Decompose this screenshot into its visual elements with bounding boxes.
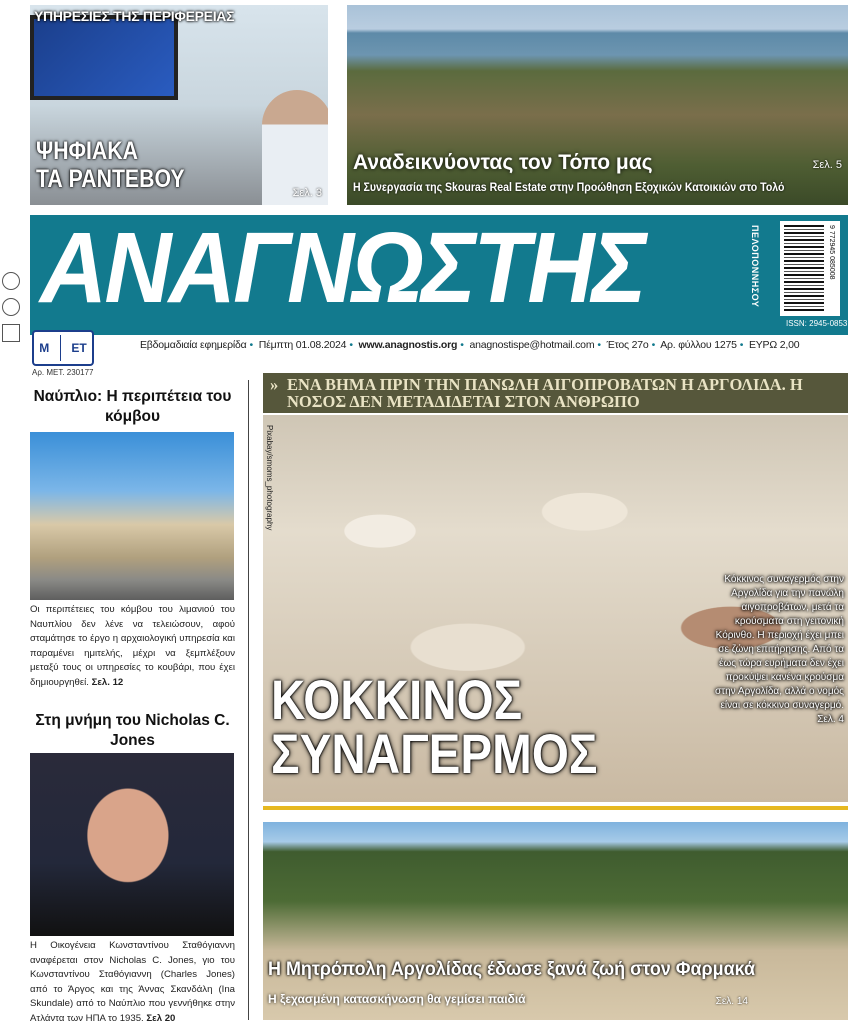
met-logo bbox=[32, 330, 94, 366]
story-subtitle: Η Συνεργασία της Skouras Real Estate στην Προώθηση Εξοχικών Κατοικιών στο Τολό bbox=[353, 180, 785, 194]
page-ref: Σελ. 5 bbox=[812, 159, 842, 171]
side-logo bbox=[2, 272, 20, 290]
story-text-nafplio bbox=[30, 603, 235, 690]
nafplio-roundabout-image bbox=[30, 432, 234, 600]
info-line bbox=[140, 339, 799, 351]
issn: ISSN: 2945-0853 bbox=[786, 319, 848, 328]
separator-dot: • bbox=[249, 339, 253, 351]
story-title: Αναδεικνύοντας τον Τόπο μας bbox=[353, 151, 653, 174]
newspaper-subname: ΠΕΛΟΠΟΝΝΗΣΟΥ bbox=[750, 225, 760, 308]
story-body: Η Οικογένεια Κωνσταντίνου Σταθόγιαννη αναφέρεται στον Nicholas C. Jones, γιο του Κωνσταντίνου Σταθόγιαννη (Charles Jones) από το Άργος και της Άννας Σκανδάλη (Ina Skundale) από το Ναύπλιο που γεννήθηκε στην Ατλάντα των ΗΠΑ το 1935. bbox=[30, 940, 235, 1024]
page-ref: Σελ 20 bbox=[146, 1012, 176, 1024]
page-ref: Σελ. 14 bbox=[715, 996, 748, 1007]
barcode bbox=[780, 221, 840, 316]
page-ref: Σελ. 12 bbox=[91, 676, 124, 688]
story-title bbox=[36, 137, 189, 193]
issue-date: Πέμπτη 01.08.2024 bbox=[258, 339, 347, 351]
presentation-screen-image bbox=[30, 15, 178, 100]
website-link[interactable]: www.anagnostis.org bbox=[358, 339, 458, 351]
column-divider bbox=[248, 380, 249, 1020]
separator-dot: • bbox=[460, 339, 464, 351]
main-story-sheep-image[interactable] bbox=[263, 415, 848, 802]
summary-text: Κόκκινος συναγερμός στην Αργολίδα για την πανώλη αιγοπροβάτων, μετά τα κρούσματα στη γειτονική Κόρινθο. Η περιοχή έχει μπει σε ζώνη επιτήρησης. Από τα έως τώρα ευρήματα δεν έχει προκύψει κανένα κρούσμα στην Αργολίδα, αλλά ο νομός είναι σε κόκκινο συναγερμό. bbox=[715, 574, 844, 711]
story-card-real-estate[interactable] bbox=[347, 5, 848, 205]
main-headline-line2: ΣΥΝΑΓΕΡΜΟΣ bbox=[271, 722, 598, 785]
nicholas-jones-portrait bbox=[30, 753, 234, 936]
side-logo bbox=[2, 298, 20, 316]
publication-type: Εβδομαδιαία εφημερίδα bbox=[140, 339, 247, 351]
met-number: Αρ. ΜΕΤ. 230177 bbox=[32, 368, 94, 377]
email-link[interactable]: anagnostispe@hotmail.com bbox=[469, 339, 595, 351]
separator-dot: • bbox=[349, 339, 353, 351]
story-text-jones bbox=[30, 939, 235, 1026]
story-title-line2: ΤΑ ΡΑΝΤΕΒΟΥ bbox=[36, 165, 185, 193]
accent-rule bbox=[263, 806, 848, 810]
separator-dot: • bbox=[651, 339, 656, 351]
newspaper-name: ΑΝΑΓΝΩΣΤΗΣ bbox=[40, 212, 644, 324]
story-subtitle: Η ξεχασμένη κατασκήνωση θα γεμίσει παιδιά bbox=[268, 992, 526, 1006]
main-headline bbox=[271, 668, 611, 785]
met-logo-divider bbox=[60, 335, 61, 361]
story-title: Η Μητρόπολη Αργολίδας έδωσε ξανά ζωή στον Φαρμακά bbox=[268, 958, 756, 980]
year: Έτος 27ο bbox=[606, 339, 649, 351]
barcode-number: 9 772945 085008 bbox=[828, 225, 835, 280]
masthead bbox=[30, 212, 848, 335]
section-label: ΥΠΗΡΕΣΙΕΣ ΤΗΣ ΠΕΡΙΦΕΡΕΙΑΣ bbox=[34, 8, 235, 24]
met-logo-right: ΕΤ bbox=[71, 341, 87, 355]
story-card-digital-appointments[interactable] bbox=[30, 5, 328, 205]
story-body: Οι περιπέτειες του κόμβου του λιμανιού του Ναυπλίου δεν λένε να τελειώσουν, αφού σταμάτησε το έργο η αρχαιολογική υπηρεσία και παραμένει ημιτελής, μέχρι να ξεμπλέξουν μεταξύ τους οι υπηρεσίες το κουβάρι, που έχει δημιουργηθεί. bbox=[30, 604, 235, 688]
story-title-line1: ΨΗΦΙΑΚΑ bbox=[36, 137, 138, 165]
story-card-farmakas[interactable] bbox=[263, 822, 848, 1020]
met-logo-left: Μ bbox=[39, 341, 50, 355]
main-summary bbox=[712, 573, 844, 727]
page-ref: Σελ. 3 bbox=[292, 187, 322, 199]
barcode-bars bbox=[784, 225, 824, 312]
side-logo bbox=[2, 324, 20, 342]
issue-number: Αρ. φύλλου 1275 bbox=[660, 339, 737, 351]
page-ref: Σελ. 4 bbox=[817, 714, 844, 725]
story-title-nafplio[interactable]: Ναύπλιο: Η περιπέτεια του κόμβου bbox=[33, 388, 232, 425]
double-chevron-right-icon: » bbox=[270, 375, 279, 394]
separator-dot: • bbox=[597, 339, 601, 351]
separator-dot: • bbox=[739, 339, 744, 351]
story-title-jones[interactable]: Στη μνήμη του Nicholas C. Jones bbox=[35, 712, 230, 749]
price: ΕΥΡΩ 2,00 bbox=[748, 339, 800, 351]
main-headline-line1: ΚΟΚΚΙΝΟΣ bbox=[271, 668, 523, 731]
photo-credit: Pixabay/smoms_photography bbox=[265, 425, 274, 531]
side-logos bbox=[2, 272, 24, 352]
kicker-text: ΕΝΑ ΒΗΜΑ ΠΡΙΝ ΤΗΝ ΠΑΝΩΛΗ ΑΙΓΟΠΡΟΒΑΤΩΝ Η ΑΡΓΟΛΙΔΑ. Η ΝΟΣΟΣ ΔΕΝ ΜΕΤΑΔΙΔΕΤΑΙ ΣΤΟΝ ΑΝΘΡΩΠΟ bbox=[287, 375, 803, 411]
main-kicker[interactable] bbox=[263, 373, 848, 413]
